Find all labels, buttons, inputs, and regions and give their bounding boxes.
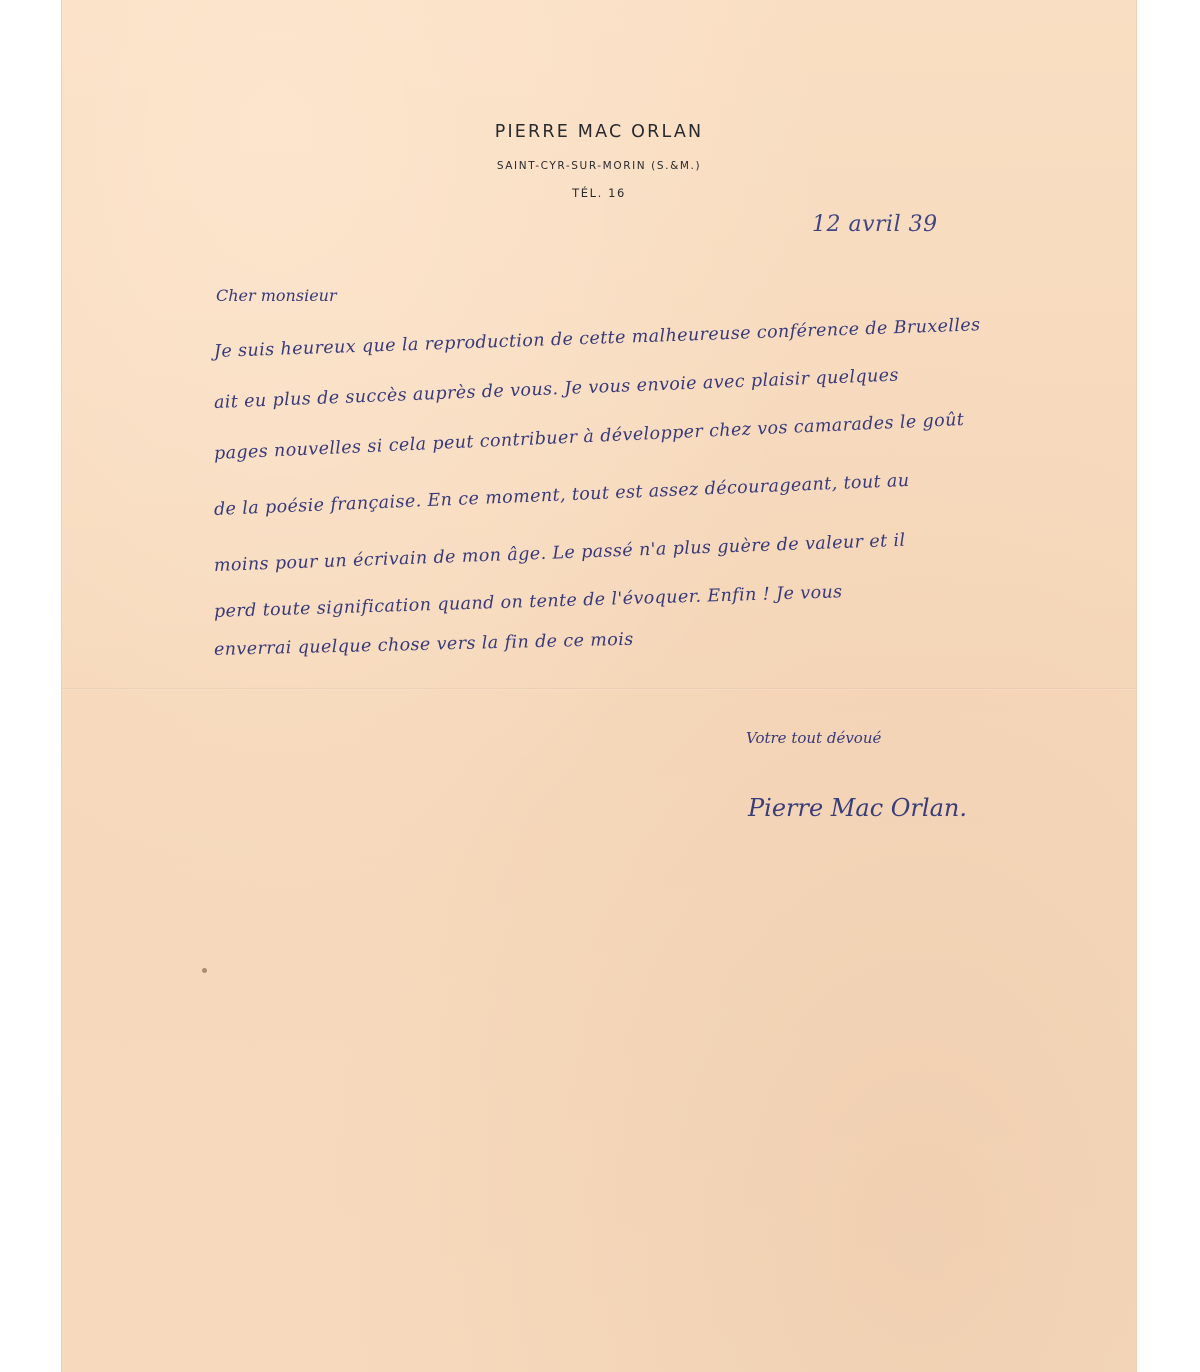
letterhead-name: PIERRE MAC ORLAN [494, 122, 704, 142]
paper-spot [202, 968, 207, 973]
letter-body-line: pages nouvelles si cela peut contribuer à développer chez vos camarades le goût [213, 409, 965, 464]
letter-body-line: Je suis heureux que la reproduction de cette malheureuse conférence de Bruxelles [213, 315, 981, 362]
letterhead-telephone: TÉL. 16 [572, 186, 626, 200]
letter-salutation: Cher monsieur [216, 286, 337, 305]
letter-body-line: de la poésie française. En ce moment, tout est assez décourageant, tout au [213, 470, 910, 520]
letter-closing: Votre tout dévoué [746, 729, 882, 747]
paper-fold-line [62, 688, 1136, 690]
letter-body-line: moins pour un écrivain de mon âge. Le passé n'a plus guère de valeur et il [213, 530, 906, 576]
letter-body-line: perd toute signification quand on tente de l'évoquer. Enfin ! Je vous [213, 582, 843, 622]
letter-body-line: ait eu plus de succès auprès de vous. Je vous envoie avec plaisir quelques [213, 365, 900, 413]
letter-date: 12 avril 39 [812, 212, 938, 237]
letter-signature: Pierre Mac Orlan. [748, 794, 967, 822]
letter-page [62, 0, 1136, 1372]
letter-body-line: enverrai quelque chose vers la fin de ce mois [213, 629, 634, 660]
letterhead-address: SAINT-CYR-SUR-MORIN (S.&M.) [496, 160, 702, 172]
